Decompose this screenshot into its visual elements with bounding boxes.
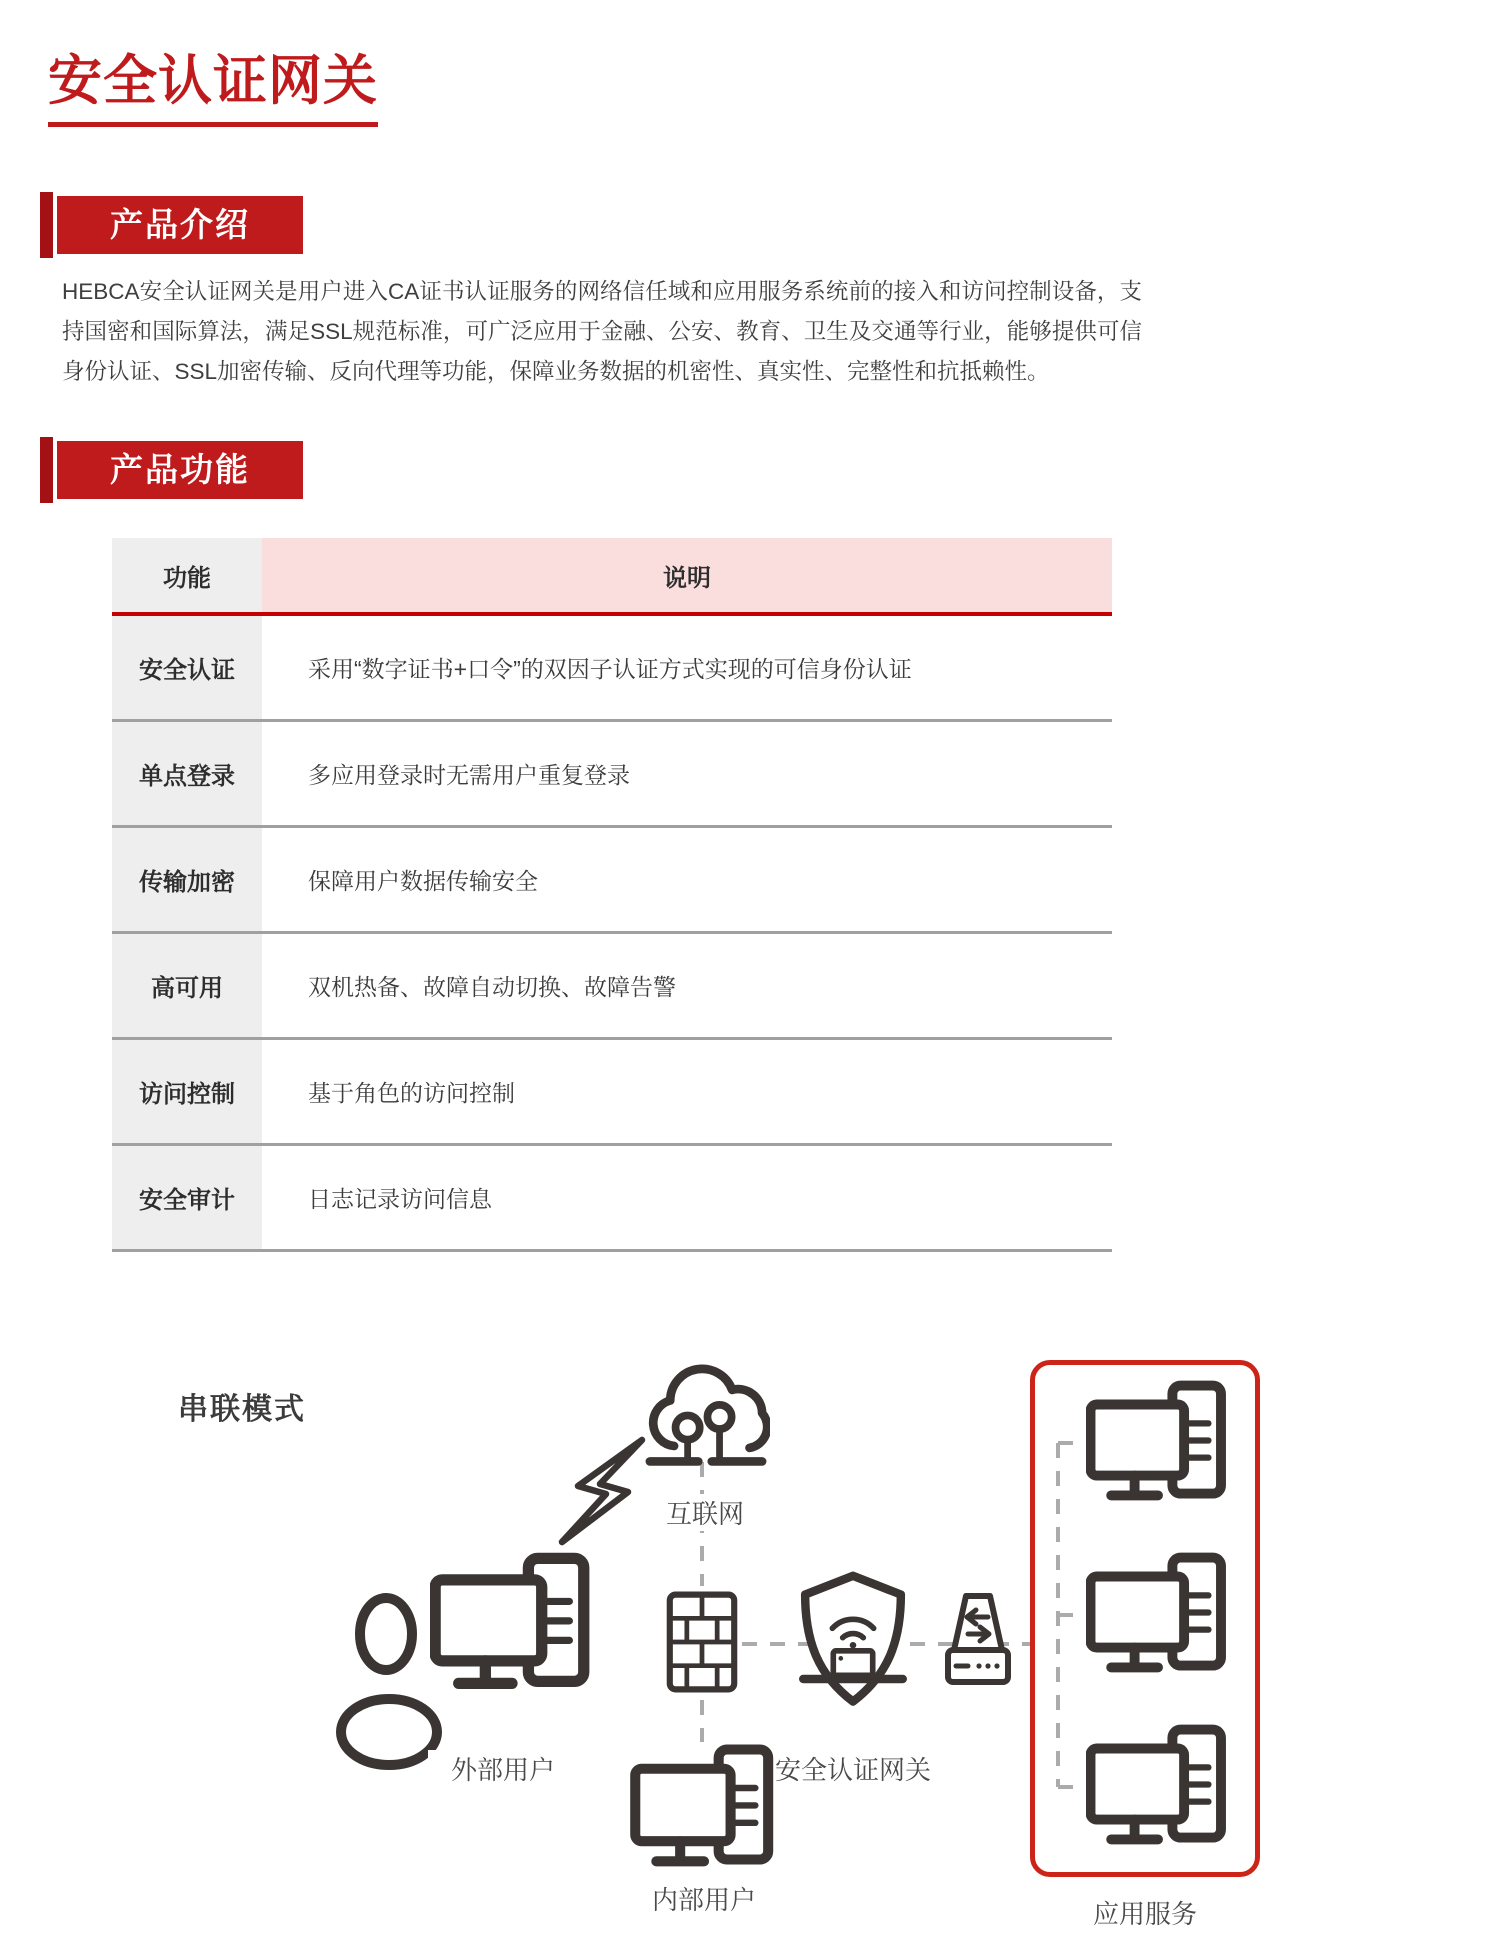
- feature-name: 访问控制: [112, 1040, 262, 1143]
- internet-label: 互联网: [640, 1494, 770, 1531]
- feature-table: [112, 538, 1112, 1252]
- external-user-label: 外部用户: [428, 1750, 578, 1787]
- section-heading-features: 产品功能: [57, 441, 303, 499]
- intro-paragraph: HEBCA安全认证网关是用户进入CA证书认证服务的网络信任域和应用服务系统前的接入和访问控制设备，支持国密和国际算法，满足SSL规范标准，可广泛应用于金融、公安、教育、卫生及交通等行业，能够提供可信身份认证、SSL加密传输、反向代理等功能，保障业务数据的机密性、真实性、完整性和抗抵赖性。: [62, 279, 1142, 384]
- table-row: [112, 934, 1112, 1040]
- internet-cloud-icon: [642, 1356, 770, 1474]
- section-heading-intro: 产品介绍: [57, 196, 303, 254]
- feature-description: 采用“数字证书+口令”的双因子认证方式实现的可信身份认证: [308, 656, 912, 682]
- table-header-row: [112, 538, 1112, 616]
- internal-user-computer-icon: [630, 1744, 778, 1876]
- section-accent-bar: [40, 192, 53, 258]
- feature-description: 基于角色的访问控制: [308, 1080, 515, 1106]
- feature-name: 高可用: [112, 934, 262, 1037]
- appliance-icon: [942, 1590, 1014, 1690]
- serial-mode-diagram: [0, 1330, 1500, 1947]
- feature-name: 单点登录: [112, 722, 262, 825]
- table-row: [112, 1146, 1112, 1252]
- gateway-label: 安全认证网关: [758, 1750, 948, 1787]
- external-user-computer-icon: [430, 1552, 594, 1700]
- page-title: 安全认证网关: [48, 51, 378, 111]
- diagram-mode-label: 串联模式: [178, 1393, 306, 1426]
- gateway-shield-icon: [792, 1552, 914, 1730]
- app-server-computer-icon: [1086, 1380, 1230, 1510]
- firewall-icon: [666, 1588, 738, 1696]
- table-row: [112, 722, 1112, 828]
- table-row: [112, 616, 1112, 722]
- feature-description: 双机热备、故障自动切换、故障告警: [308, 974, 676, 1000]
- column-header-description: 说明: [262, 538, 1112, 612]
- app-server-computer-icon: [1086, 1552, 1230, 1682]
- feature-name: 安全认证: [112, 616, 262, 719]
- app-server-computer-icon: [1086, 1724, 1230, 1854]
- lightning-bolt-icon: [556, 1436, 648, 1548]
- title-underline: [48, 122, 378, 127]
- feature-name: 传输加密: [112, 828, 262, 931]
- section-accent-bar: [40, 437, 53, 503]
- feature-description: 日志记录访问信息: [308, 1186, 492, 1212]
- column-header-feature: 功能: [112, 538, 262, 612]
- table-row: [112, 828, 1112, 934]
- feature-description: 多应用登录时无需用户重复登录: [308, 762, 630, 788]
- feature-name: 安全审计: [112, 1146, 262, 1249]
- table-row: [112, 1040, 1112, 1146]
- internal-user-label: 内部用户: [630, 1880, 778, 1917]
- feature-description: 保障用户数据传输安全: [308, 868, 538, 894]
- app-service-label: 应用服务: [1062, 1894, 1228, 1931]
